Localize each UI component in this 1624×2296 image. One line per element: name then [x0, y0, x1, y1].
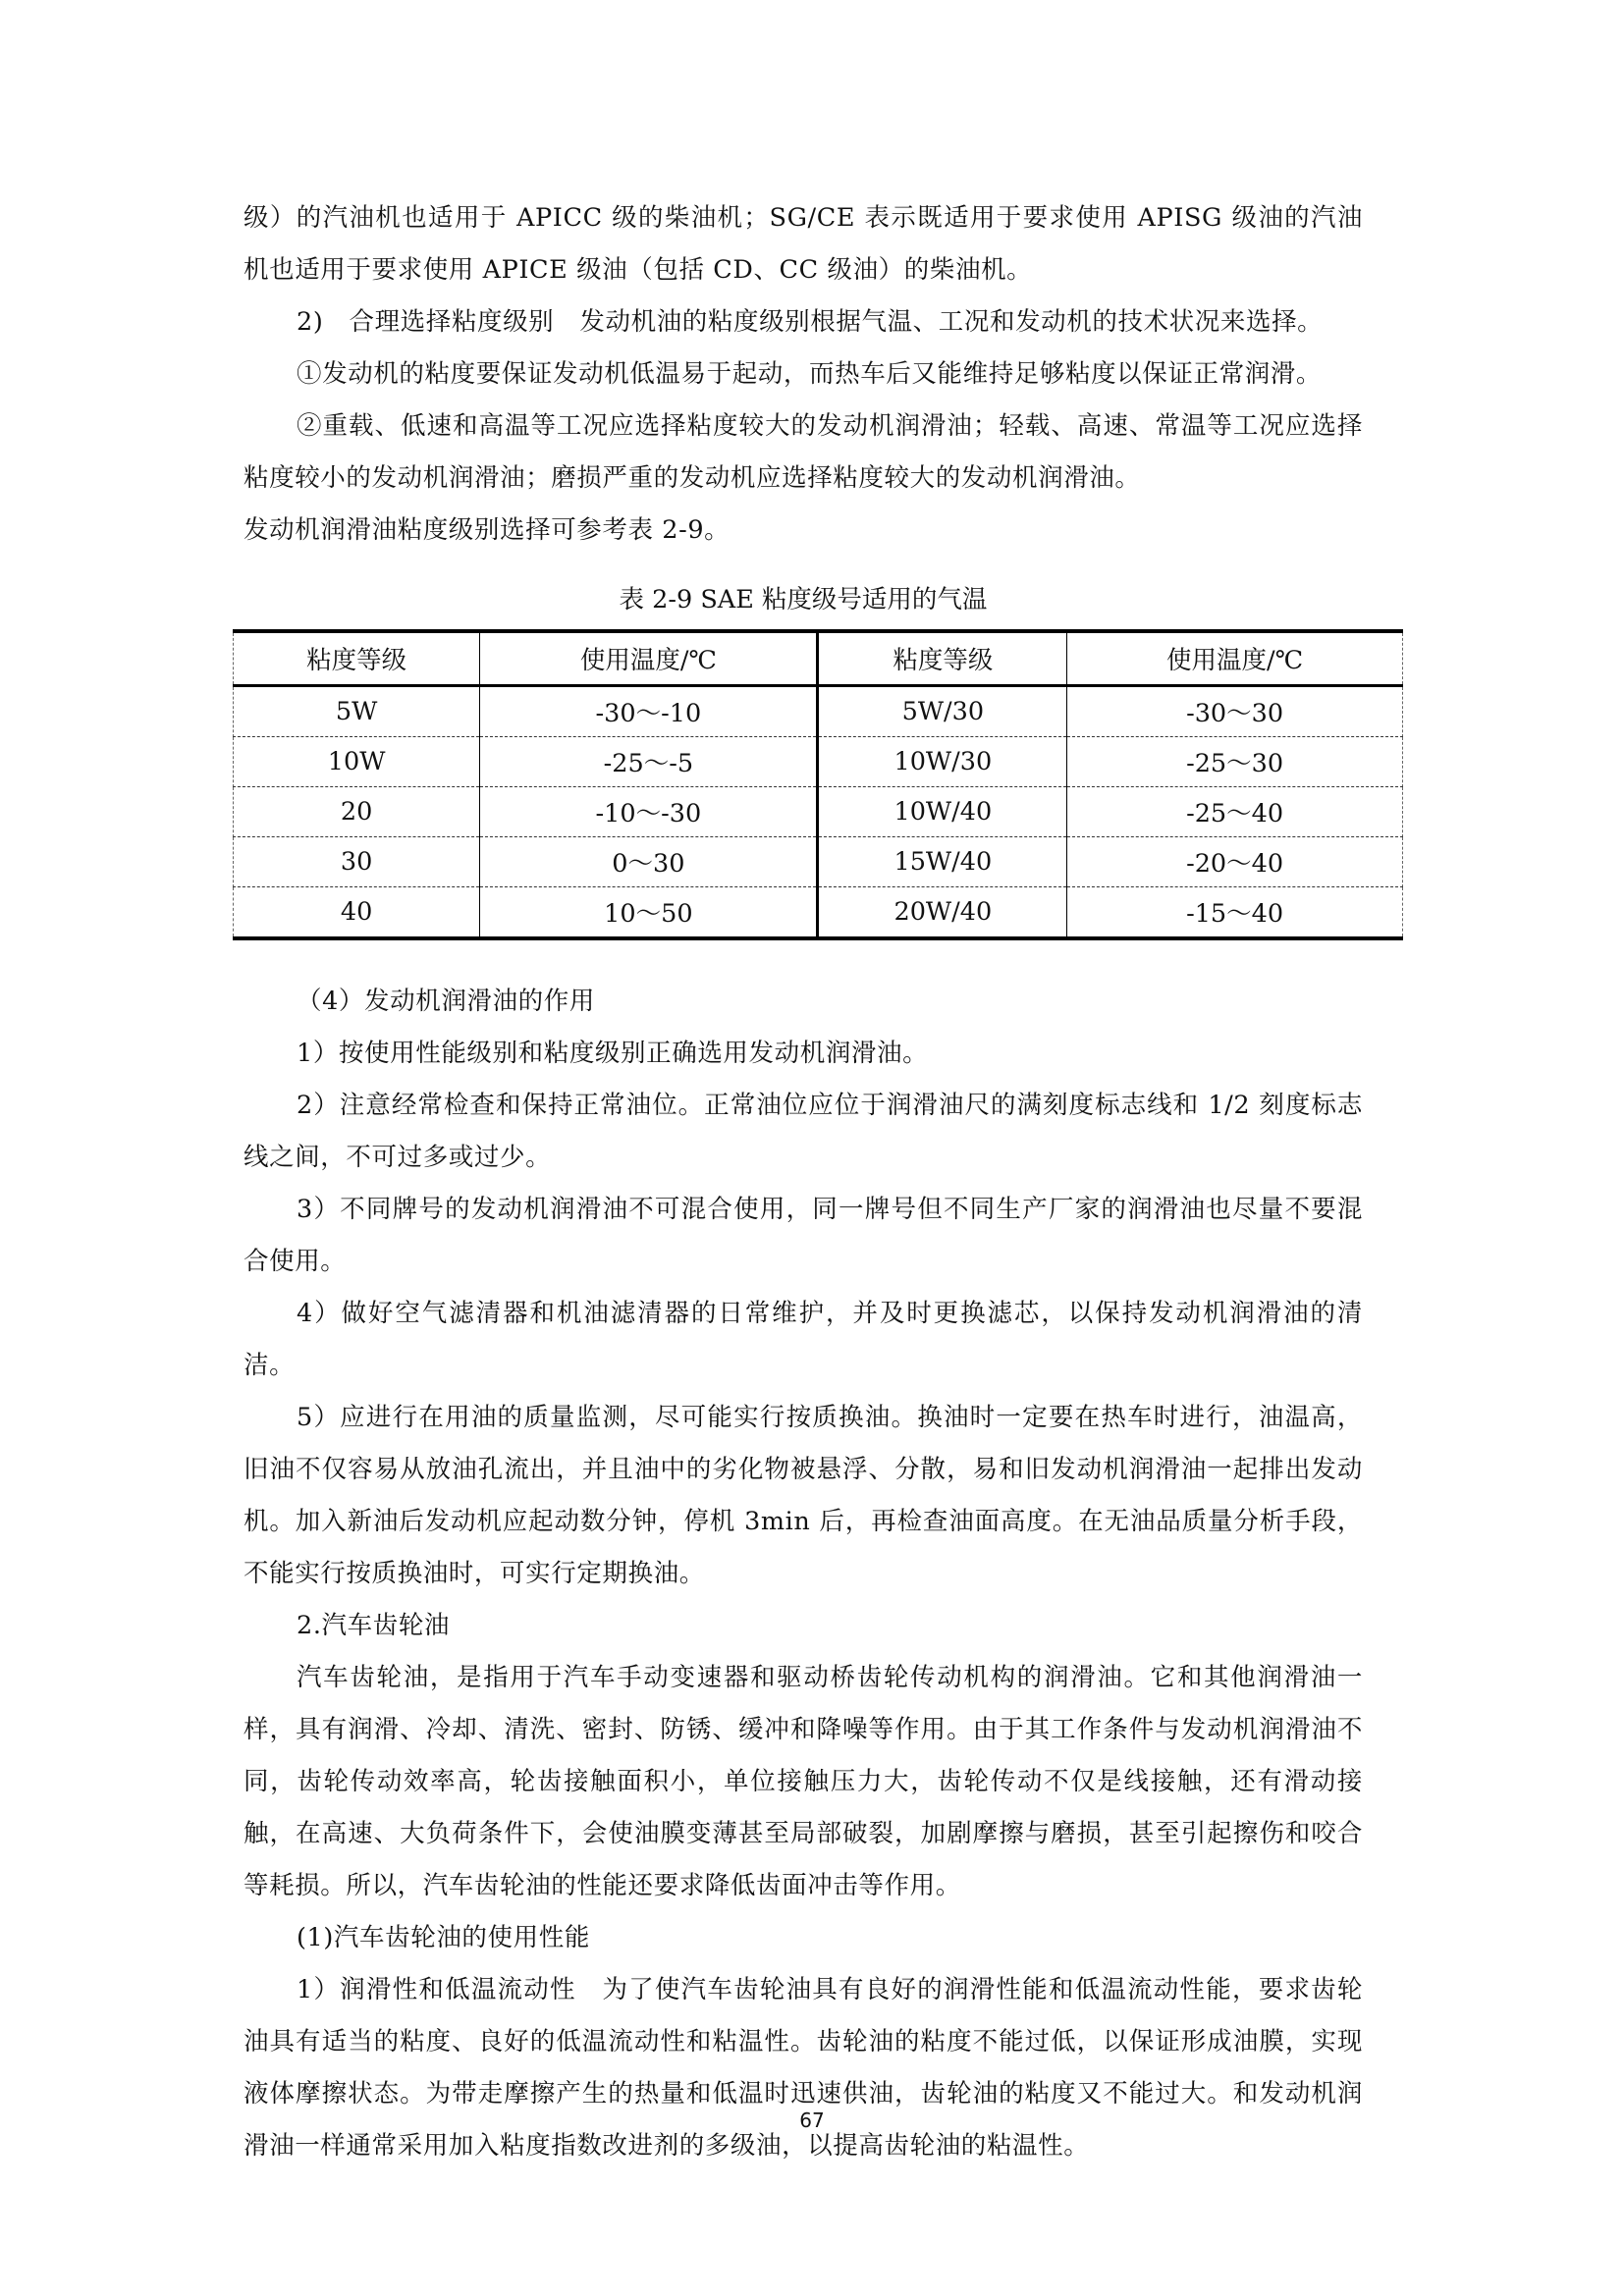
- sae-viscosity-table: [233, 629, 1403, 940]
- cell-grade: 5W/30: [818, 686, 1067, 737]
- cell-temperature: 10～50: [480, 887, 818, 939]
- cell-grade: 40: [234, 887, 480, 939]
- list-item: 1）按使用性能级别和粘度级别正确选用发动机润滑油。: [297, 1039, 929, 1068]
- list-item: 3）不同牌号的发动机润滑油不可混合使用，同一牌号但不同生产厂家的润滑油也尽量不要混合使用。: [244, 1195, 1363, 1276]
- cell-temperature: -25～30: [1067, 737, 1403, 787]
- paragraph-gear-oil-intro: 汽车齿轮油，是指用于汽车手动变速器和驱动桥齿轮传动机构的润滑油。它和其他润滑油一样，具有润滑、冷却、清洗、密封、防锈、缓冲和降噪等作用。由于其工作条件与发动机润滑油不同，齿轮传动效率高，轮齿接触面积小，单位接触压力大，齿轮传动不仅是线接触，还有滑动接触，在高速、大负荷条件下，会使油膜变薄甚至局部破裂，加剧摩擦与磨损，甚至引起擦伤和咬合等耗损。所以，汽车齿轮油的性能还要求降低齿面冲击等作用。: [244, 1663, 1363, 1900]
- list-item: 2）注意经常检查和保持正常油位。正常油位应位于润滑油尺的满刻度标志线和 1/2 刻度标志线之间，不可过多或过少。: [244, 1091, 1363, 1172]
- table-header-row: [234, 631, 1403, 686]
- cell-grade: 5W: [234, 686, 480, 737]
- bottom-text-section: [244, 976, 1363, 2172]
- paragraph-load-conditions: ②重载、低速和高温等工况应选择粘度较大的发动机润滑油；轻载、高速、常温等工况应选择粘度较小的发动机润滑油；磨损严重的发动机应选择粘度较大的发动机润滑油。: [244, 411, 1363, 493]
- table-row: [234, 837, 1403, 887]
- page-number: 67: [799, 2109, 825, 2132]
- paragraph-table-reference: 发动机润滑油粘度级别选择可参考表 2-9。: [244, 515, 731, 545]
- header-temperature: 使用温度/℃: [480, 631, 818, 686]
- top-text-section: [244, 192, 1363, 557]
- cell-grade: 20W/40: [818, 887, 1067, 939]
- cell-temperature: -30～30: [1067, 686, 1403, 737]
- header-viscosity-grade: 粘度等级: [234, 631, 480, 686]
- header-viscosity-grade-2: 粘度等级: [818, 631, 1067, 686]
- cell-temperature: -25～-5: [480, 737, 818, 787]
- cell-temperature: -10～-30: [480, 787, 818, 837]
- cell-grade: 30: [234, 837, 480, 887]
- paragraph-viscosity-selection: 2) 合理选择粘度级别 发动机油的粘度级别根据气温、工况和发动机的技术状况来选择。: [297, 307, 1324, 337]
- subsection-heading-gear-oil-properties: (1)汽车齿轮油的使用性能: [297, 1923, 590, 1952]
- cell-temperature: -30～-10: [480, 686, 818, 737]
- table-row: [234, 787, 1403, 837]
- header-temperature-2: 使用温度/℃: [1067, 631, 1403, 686]
- paragraph-low-temp-start: ①发动机的粘度要保证发动机低温易于起动，而热车后又能维持足够粘度以保证正常润滑。: [297, 359, 1323, 389]
- section-heading-gear-oil: 2.汽车齿轮油: [297, 1611, 451, 1640]
- list-item: 4）做好空气滤清器和机油滤清器的日常维护，并及时更换滤芯，以保持发动机润滑油的清洁。: [244, 1299, 1363, 1380]
- cell-grade: 15W/40: [818, 837, 1067, 887]
- paragraph-api-classes: 级）的汽油机也适用于 APICC 级的柴油机；SG/CE 表示既适用于要求使用 APISG 级油的汽油机也适用于要求使用 APICE 级油（包括 CD、CC 级油）的柴油机。: [244, 203, 1363, 285]
- cell-temperature: -20～40: [1067, 837, 1403, 887]
- table-row: [234, 686, 1403, 737]
- paragraph-lubricity: 1）润滑性和低温流动性 为了使汽车齿轮油具有良好的润滑性能和低温流动性能，要求齿轮油具有适当的粘度、良好的低温流动性和粘温性。齿轮油的粘度不能过低，以保证形成油膜，实现液体摩擦状态。为带走摩擦产生的热量和低温时迅速供油，齿轮油的粘度又不能过大。和发动机润滑油一样通常采用加入粘度指数改进剂的多级油，以提高齿轮油的粘温性。: [244, 1975, 1363, 2161]
- cell-temperature: -25～40: [1067, 787, 1403, 837]
- list-item: 5）应进行在用油的质量监测，尽可能实行按质换油。换油时一定要在热车时进行，油温高，旧油不仅容易从放油孔流出，并且油中的劣化物被悬浮、分散，易和旧发动机润滑油一起排出发动机。加入新油后发动机应起动数分钟，停机 3min 后，再检查油面高度。在无油品质量分析手段，不能实行按质换油时，可实行定期换油。: [244, 1403, 1363, 1588]
- cell-temperature: 0～30: [480, 837, 818, 887]
- table-row: [234, 737, 1403, 787]
- cell-grade: 20: [234, 787, 480, 837]
- section-heading-oil-functions: （4）发动机润滑油的作用: [297, 987, 595, 1016]
- table-row: [234, 887, 1403, 939]
- cell-temperature: -15～40: [1067, 887, 1403, 939]
- cell-grade: 10W: [234, 737, 480, 787]
- cell-grade: 10W/30: [818, 737, 1067, 787]
- cell-grade: 10W/40: [818, 787, 1067, 837]
- table-caption: 表 2-9 SAE 粘度级号适用的气温: [619, 585, 988, 614]
